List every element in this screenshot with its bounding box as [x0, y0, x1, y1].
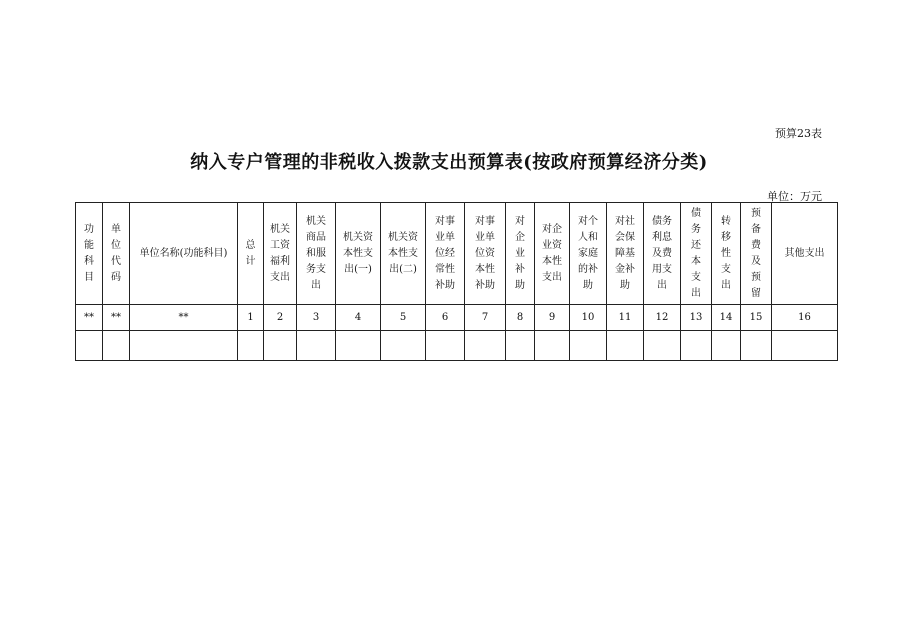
header-line: 位资	[475, 247, 495, 259]
header-line: 位经	[435, 247, 455, 259]
header-line: 务支	[306, 263, 326, 275]
header-line: 业单	[435, 231, 455, 243]
column-number-19: 16	[772, 305, 838, 331]
data-row	[76, 331, 838, 361]
empty-cell	[570, 331, 607, 361]
unit-label: 单位：万元	[767, 190, 822, 203]
empty-cell	[644, 331, 681, 361]
column-number-16: 13	[681, 305, 712, 331]
header-line: 对事	[435, 215, 455, 227]
column-header-14	[607, 203, 644, 305]
header-line: 费	[751, 239, 761, 251]
header-line: 其他支出	[784, 247, 825, 259]
column-number-15: 12	[644, 305, 681, 331]
header-line: 本性支	[343, 247, 373, 259]
column-header-16	[681, 203, 712, 305]
empty-cell	[741, 331, 772, 361]
header-line: 出(二)	[389, 263, 417, 275]
column-header-13	[570, 203, 607, 305]
header-line: 本性	[542, 255, 562, 267]
header-line: 能	[84, 239, 94, 251]
budget-table	[75, 202, 838, 361]
header-line: 对	[515, 215, 525, 227]
column-header-7	[336, 203, 381, 305]
empty-cell	[607, 331, 644, 361]
header-line: 补	[515, 263, 525, 275]
empty-cell	[238, 331, 264, 361]
header-line: 支	[721, 263, 731, 275]
column-header-5	[264, 203, 297, 305]
column-header-3	[130, 203, 238, 305]
header-line: 支出	[270, 271, 290, 283]
header-line: 助	[583, 279, 593, 291]
header-line: 性	[721, 247, 731, 259]
header-line: 家庭	[578, 247, 598, 259]
empty-cell	[535, 331, 570, 361]
column-number-17: 14	[712, 305, 741, 331]
header-line: 转	[721, 215, 731, 227]
header-line: 出	[691, 287, 701, 299]
empty-cell	[103, 331, 130, 361]
header-line: 助	[620, 279, 630, 291]
header-line: 码	[111, 271, 121, 283]
column-header-11	[506, 203, 535, 305]
empty-cell	[772, 331, 838, 361]
column-header-19	[772, 203, 838, 305]
header-line: 用支	[652, 263, 672, 275]
column-number-2: **	[103, 305, 130, 331]
column-header-12	[535, 203, 570, 305]
empty-cell	[381, 331, 426, 361]
column-number-5: 2	[264, 305, 297, 331]
header-line: 商品	[306, 231, 326, 243]
column-header-17	[712, 203, 741, 305]
column-header-1	[76, 203, 103, 305]
header-line: 备	[751, 223, 761, 235]
header-line: 计	[245, 255, 256, 267]
header-line: 企	[515, 231, 525, 243]
header-line: 功	[84, 223, 94, 235]
empty-cell	[426, 331, 465, 361]
header-line: 及费	[652, 247, 672, 259]
header-line: 机关	[306, 215, 326, 227]
header-line: 对个	[578, 215, 598, 227]
header-line: 补助	[475, 279, 495, 291]
header-line: 本性	[475, 263, 495, 275]
column-header-8	[381, 203, 426, 305]
header-row	[76, 203, 838, 305]
header-line: 出	[721, 279, 731, 291]
column-header-4	[238, 203, 264, 305]
header-line: 本	[691, 255, 701, 267]
header-line: 预	[751, 207, 761, 219]
header-line: 总	[245, 239, 256, 251]
empty-cell	[681, 331, 712, 361]
header-line: 业资	[542, 239, 562, 251]
header-line: 会保	[615, 231, 635, 243]
header-line: 金补	[615, 263, 635, 275]
header-line: 单	[111, 223, 121, 235]
header-line: 助	[515, 279, 525, 291]
column-number-14: 11	[607, 305, 644, 331]
column-number-4: 1	[238, 305, 264, 331]
header-line: 债	[691, 207, 701, 219]
empty-cell	[130, 331, 238, 361]
column-number-18: 15	[741, 305, 772, 331]
header-line: 预	[751, 271, 761, 283]
header-line: 目	[84, 271, 94, 283]
header-line: 对社	[615, 215, 635, 227]
header-line: 单位名称(功能科目)	[139, 247, 228, 259]
header-line: 留	[751, 287, 761, 299]
form-number: 预算23表	[775, 127, 822, 140]
column-header-6	[297, 203, 336, 305]
column-header-2	[103, 203, 130, 305]
column-number-7: 4	[336, 305, 381, 331]
header-line: 的补	[578, 263, 598, 275]
header-line: 业	[515, 247, 525, 259]
header-line: 机关资	[388, 231, 418, 243]
header-line: 人和	[578, 231, 598, 243]
header-line: 位	[111, 239, 121, 251]
column-number-8: 5	[381, 305, 426, 331]
header-line: 债务	[652, 215, 672, 227]
column-number-12: 9	[535, 305, 570, 331]
header-line: 出(一)	[344, 263, 372, 275]
column-number-3: **	[130, 305, 238, 331]
header-line: 常性	[435, 263, 455, 275]
column-number-row	[76, 305, 838, 331]
empty-cell	[297, 331, 336, 361]
header-line: 科	[84, 255, 94, 267]
header-line: 对事	[475, 215, 495, 227]
column-header-15	[644, 203, 681, 305]
header-line: 工资	[270, 239, 290, 251]
empty-cell	[76, 331, 103, 361]
header-line: 和服	[306, 247, 326, 259]
header-line: 出	[657, 279, 667, 291]
header-line: 及	[751, 255, 761, 267]
empty-cell	[264, 331, 297, 361]
empty-cell	[336, 331, 381, 361]
header-line: 支	[691, 271, 701, 283]
header-line: 业单	[475, 231, 495, 243]
empty-cell	[506, 331, 535, 361]
header-line: 出	[311, 279, 321, 291]
header-line: 补助	[435, 279, 455, 291]
header-line: 移	[721, 231, 731, 243]
header-line: 利息	[652, 231, 672, 243]
empty-cell	[465, 331, 506, 361]
column-number-6: 3	[297, 305, 336, 331]
header-line: 代	[111, 255, 121, 267]
column-number-10: 7	[465, 305, 506, 331]
header-line: 务	[691, 223, 701, 235]
page-title: 纳入专户管理的非税收入拨款支出预算表(按政府预算经济分类)	[190, 152, 708, 173]
header-line: 机关	[270, 223, 290, 235]
header-line: 福利	[270, 255, 290, 267]
header-line: 对企	[542, 223, 562, 235]
header-line: 本性支	[388, 247, 418, 259]
column-number-1: **	[76, 305, 103, 331]
header-line: 支出	[542, 271, 562, 283]
column-number-11: 8	[506, 305, 535, 331]
header-line: 还	[691, 239, 701, 251]
header-line: 障基	[615, 247, 635, 259]
column-number-13: 10	[570, 305, 607, 331]
column-header-18	[741, 203, 772, 305]
empty-cell	[712, 331, 741, 361]
header-line: 机关资	[343, 231, 373, 243]
column-header-9	[426, 203, 465, 305]
column-number-9: 6	[426, 305, 465, 331]
column-header-10	[465, 203, 506, 305]
